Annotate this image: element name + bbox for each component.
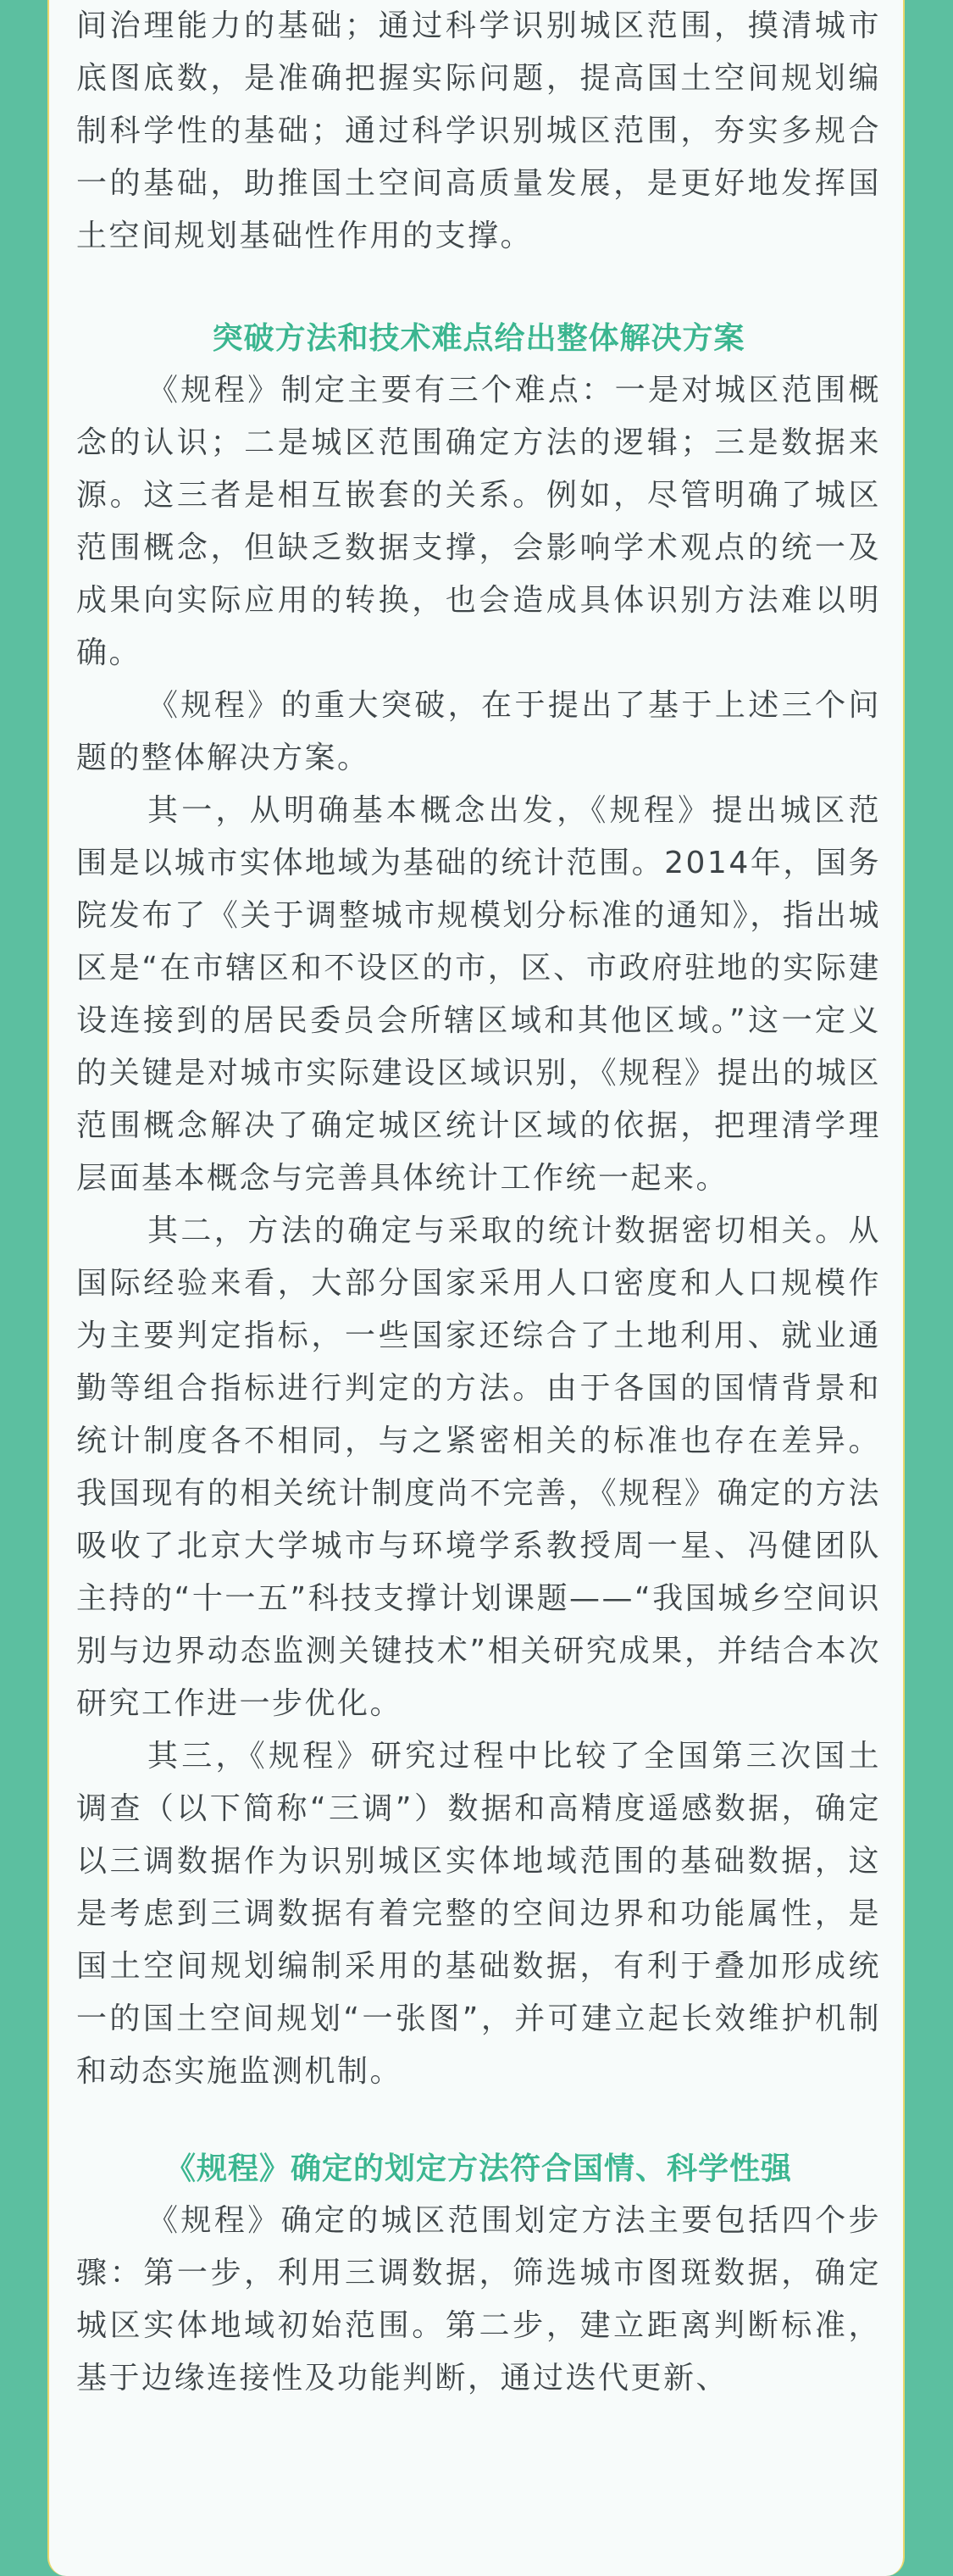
intro-paragraph: 间治理能力的基础；通过科学识别城区范围，摸清城市底图底数，是准确把握实际问题，提高国土空间规划编制科学性的基础；通过科学识别城区范围，夯实多规合一的基础，助推国土空间高质量发展，是更好地发挥国土空间规划基础性作用的支撑。 xyxy=(76,8,881,253)
paragraph-method: 其二，方法的确定与采取的统计数据密切相关。从国际经验来看，大部分国家采用人口密度和人口规模作为主要判定指标，一些国家还综合了土地利用、就业通勤等组合指标进行判定的方法。由于各国的国情背景和统计制度各不相同，与之紧密相关的标准也存在差异。我国现有的相关统计制度尚不完善，《规程》确定的方法吸收了北京大学城市与环境学系教授周一星、冯健团队主持的“十一五”科技支撑计划课题——“我国城乡空间识别与边界动态监测关键技术”相关研究成果，并结合本次研究工作进一步优化。 xyxy=(76,1213,881,1721)
section-heading-method: 《规程》确定的划定方法符合国情、科学性强 xyxy=(164,2151,792,2186)
paragraph-steps: 《规程》确定的城区范围划定方法主要包括四个步骤：第一步，利用三调数据，筛选城市图斑数据，确定城区实体地域初始范围。第二步，建立距离判断标准，基于边缘连接性及功能判断，通过迭代更新、 xyxy=(76,2203,881,2396)
article-body xyxy=(76,0,881,2405)
section-heading-solution: 突破方法和技术难点给出整体解决方案 xyxy=(212,320,745,356)
paragraph-concept: 其一，从明确基本概念出发，《规程》提出城区范围是以城市实体地域为基础的统计范围。2014年，国务院发布了《关于调整城市规模划分标准的通知》，指出城区是“在市辖区和不设区的市，区、市政府驻地的实际建设连接到的居民委员会所辖区域和其他区域。”这一定义的关键是对城市实际建设区域识别，《规程》提出的城区范围概念解决了确定城区统计区域的依据，把理清学理层面基本概念与完善具体统计工作统一起来。 xyxy=(76,793,881,1196)
paragraph-difficulties: 《规程》制定主要有三个难点：一是对城区范围概念的认识；二是城区范围确定方法的逻辑；三是数据来源。这三者是相互嵌套的关系。例如，尽管明确了城区范围概念，但缺乏数据支撑，会影响学术观点的统一及成果向实际应用的转换，也会造成具体识别方法难以明确。 xyxy=(76,373,881,670)
paragraph-breakthrough: 《规程》的重大突破，在于提出了基于上述三个问题的整体解决方案。 xyxy=(76,688,881,775)
paragraph-data-source: 其三，《规程》研究过程中比较了全国第三次国土调查（以下简称“三调”）数据和高精度遥感数据，确定以三调数据作为识别城区实体地域范围的基础数据，这是考虑到三调数据有着完整的空间边界和功能属性，是国土空间规划编制采用的基础数据，有利于叠加形成统一的国土空间规划“一张图”，并可建立起长效维护机制和动态实施监测机制。 xyxy=(76,1739,881,2089)
